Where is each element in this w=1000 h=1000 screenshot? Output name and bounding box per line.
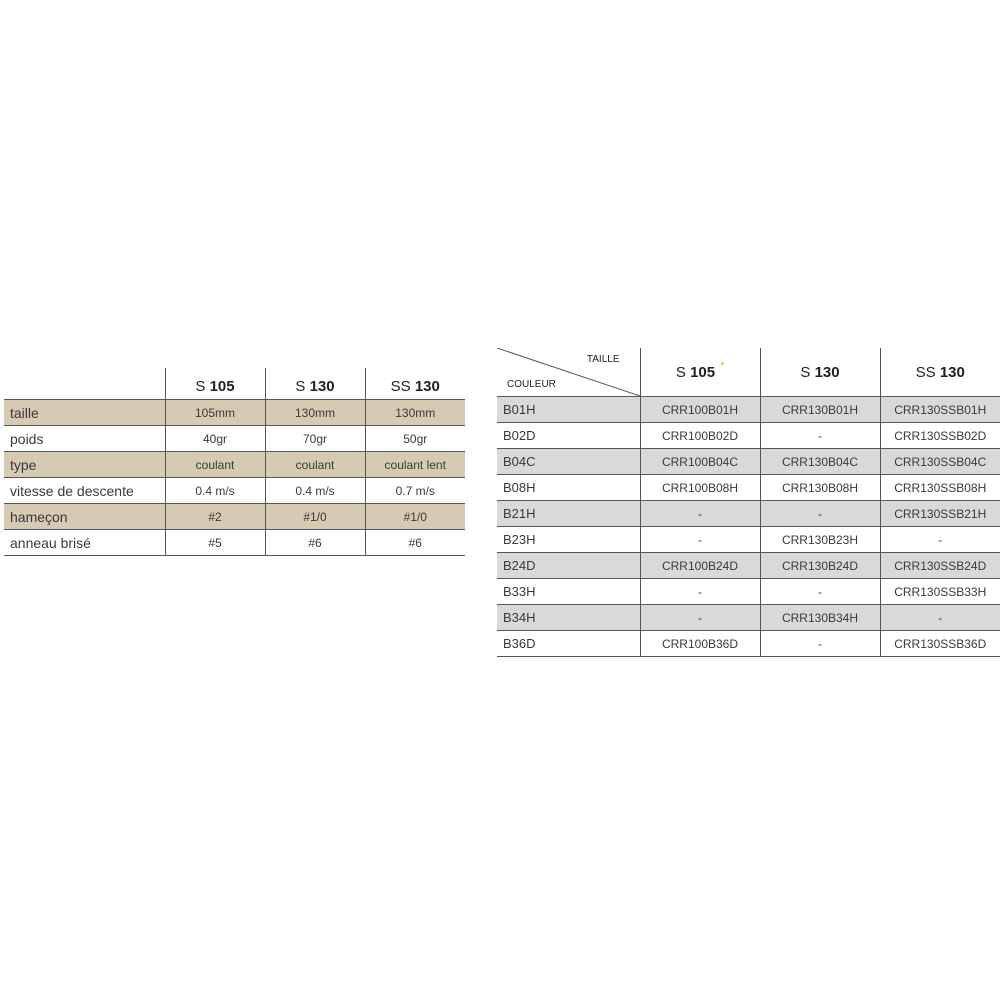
corner-label-size: TAILLE [586,354,620,365]
ref-code: CRR130B01H [760,397,880,423]
table-row [497,423,1000,449]
ref-code: - [760,631,880,657]
ref-code: CRR130B08H [760,475,880,501]
spec-value: coulant [165,452,265,478]
specs-corner [4,368,165,400]
spec-label: type [4,452,165,478]
corner-label-color: COULEUR [507,379,556,390]
color-code: B34H [497,605,640,631]
table-row [497,553,1000,579]
ref-code: - [760,501,880,527]
spec-value: #2 [165,504,265,530]
ref-code: CRR130B23H [760,527,880,553]
spec-label: vitesse de descente [4,478,165,504]
color-code: B33H [497,579,640,605]
spec-value: #6 [365,530,465,556]
spec-value: coulant lent [365,452,465,478]
spec-value: #5 [165,530,265,556]
color-code: B02D [497,423,640,449]
dot-mark [721,362,724,365]
specs-col-header: SS 130 [365,368,465,400]
spec-value: 130mm [365,400,465,426]
table-row [497,605,1000,631]
table-row [4,504,465,530]
color-code: B36D [497,631,640,657]
spec-label: anneau brisé [4,530,165,556]
table-row [497,475,1000,501]
spec-value: 40gr [165,426,265,452]
ref-code: - [640,501,760,527]
table-row [497,527,1000,553]
table-row [4,452,465,478]
spec-value: #1/0 [365,504,465,530]
ref-code: CRR130SSB36D [880,631,1000,657]
table-row [4,478,465,504]
color-code: B24D [497,553,640,579]
ref-code: - [760,579,880,605]
ref-code: CRR130B04C [760,449,880,475]
ref-code: CRR130SSB24D [880,553,1000,579]
color-code: B08H [497,475,640,501]
spec-value: 70gr [265,426,365,452]
specs-col-header: S 130 [265,368,365,400]
spec-value: 0.4 m/s [165,478,265,504]
ref-code: CRR100B04C [640,449,760,475]
ref-code: CRR100B08H [640,475,760,501]
table-row [4,400,465,426]
table-row [497,579,1000,605]
ref-code: CRR130SSB04C [880,449,1000,475]
spec-value: 50gr [365,426,465,452]
refs-col-header: SS 130 [880,348,1000,397]
ref-code: CRR100B01H [640,397,760,423]
ref-code: - [640,527,760,553]
table-row [4,530,465,556]
spec-value: 130mm [265,400,365,426]
spec-value: #1/0 [265,504,365,530]
ref-code: - [880,527,1000,553]
table-row [497,501,1000,527]
spec-value: 0.4 m/s [265,478,365,504]
specs-header-row [4,368,465,400]
color-code: B23H [497,527,640,553]
spec-label: taille [4,400,165,426]
spec-value: coulant [265,452,365,478]
spec-value: #6 [265,530,365,556]
ref-code: CRR130SSB02D [880,423,1000,449]
ref-code: CRR100B36D [640,631,760,657]
table-row [497,397,1000,423]
ref-code: CRR130B34H [760,605,880,631]
color-code: B01H [497,397,640,423]
ref-code: CRR130SSB21H [880,501,1000,527]
ref-code: - [880,605,1000,631]
specs-table [4,368,465,556]
color-code: B21H [497,501,640,527]
ref-code: CRR130B24D [760,553,880,579]
table-row [4,426,465,452]
table-row [497,449,1000,475]
ref-code: CRR130SSB01H [880,397,1000,423]
ref-code: CRR130SSB08H [880,475,1000,501]
color-code: B04C [497,449,640,475]
ref-code: CRR130SSB33H [880,579,1000,605]
refs-col-header: S 130 [760,348,880,397]
ref-code: CRR100B24D [640,553,760,579]
table-row [497,631,1000,657]
ref-code: - [760,423,880,449]
ref-code: - [640,605,760,631]
refs-corner-cell [497,348,640,397]
spec-label: poids [4,426,165,452]
spec-label: hameçon [4,504,165,530]
ref-code: - [640,579,760,605]
spec-value: 105mm [165,400,265,426]
spec-value: 0.7 m/s [365,478,465,504]
refs-col-header: S 105 [640,348,760,397]
specs-col-header: S 105 [165,368,265,400]
references-table [497,348,1000,657]
ref-code: CRR100B02D [640,423,760,449]
refs-header-row [497,348,1000,397]
